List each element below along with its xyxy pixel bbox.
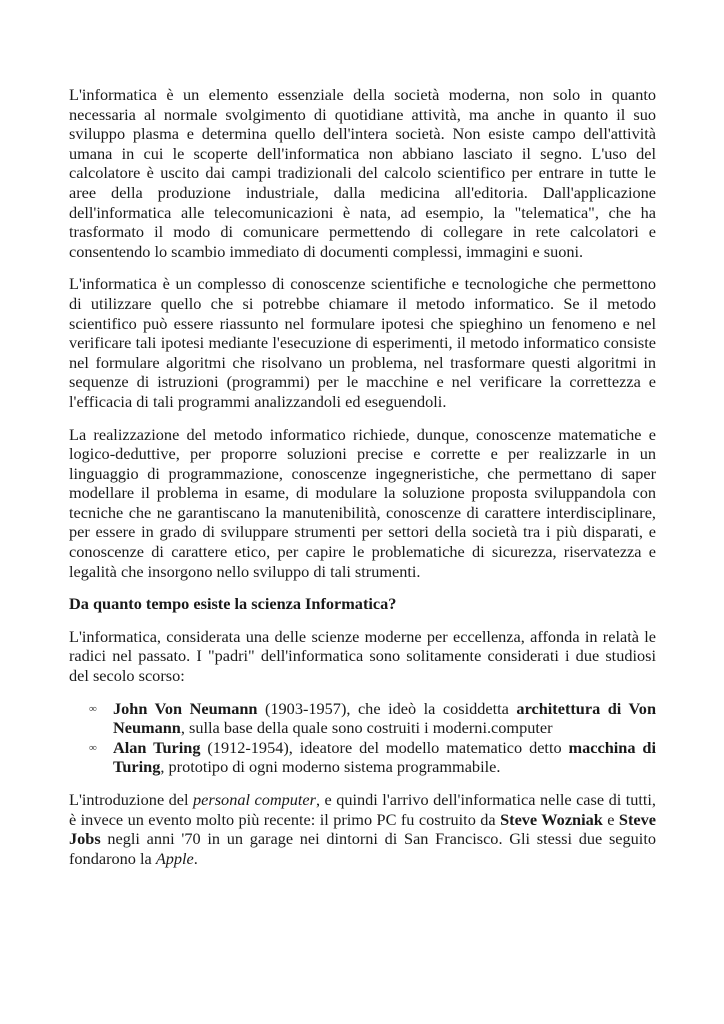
paragraph-intro-2: L'informatica è un complesso di conoscenze scientifiche e tecnologiche che permettono di utilizzare quello che si potrebbe chiamare il metodo informatico. Se il metodo scientifico può essere riassunto nel formulare ipotesi che spieghino un fenomeno e nel verificare tali ipotesi mediante l'esecuzione di esperimenti, il metodo informatico consiste nel formulare algoritmi che risolvano un problema, nel trasformare questi algoritmi in sequenze di istruzioni (programmi) per le macchine e nel verificare la correttezza e l'efficacia di tali programmi analizzandoli ed eseguendoli. xyxy=(69,274,656,411)
text-segment: L'introduzione del xyxy=(69,790,194,809)
person-name: John Von Neumann xyxy=(113,698,258,718)
term-bold: architettura di Von Neumann xyxy=(113,698,656,738)
list-item-text: , sulla base della quale sono costruiti i moderni.computer xyxy=(180,718,553,738)
text-segment: negli anni '70 in un garage nei dintorni di San Francisco. Gli stessi due seguito fondarono la xyxy=(69,829,656,868)
person-name: Alan Turing xyxy=(113,737,201,757)
fathers-list xyxy=(69,699,656,777)
text-segment: . xyxy=(193,848,198,868)
infinity-icon: ∞ xyxy=(89,702,97,715)
list-item-text: (1912-1954), ideatore del modello matematico detto xyxy=(200,737,569,757)
text-segment: , e quindi l'arrivo dell'informatica nelle case di tutti, è invece un evento molto più recente: il primo PC fu costruito da xyxy=(69,790,657,829)
paragraph-intro-1: L'informatica è un elemento essenziale della società moderna, non solo in quanto necessaria al normale svolgimento di quotidiane attività, ma anche in quanto il suo sviluppo plasma e determina quello dell'intera società. Non esiste campo dell'attività umana in cui le scoperte dell'informatica non abbiano lasciato il segno. L'uso del calcolatore è uscito dai campi tradizionali del calcolo scientifico per entrare in tutte le aree della produzione industriale, dalla medicina all'editoria. Dall'applicazione dell'informatica alle telecomunicazioni è nata, ad esempio, la "telematica", che ha trasformato il modo di comunicare permettendo di collegare in rete calcolatori e consentendo lo scambio immediato di documenti complessi, immagini e suoni. xyxy=(69,85,656,261)
person-name: Steve Wozniak xyxy=(500,809,603,829)
list-item xyxy=(89,737,656,777)
term-bold: macchina di Turing xyxy=(113,737,656,777)
text-segment: e xyxy=(602,809,619,829)
section-heading: Da quanto tempo esiste la scienza Informatica? xyxy=(69,594,397,614)
list-item-text: , prototipo di ogni moderno sistema programmabile. xyxy=(160,757,501,777)
list-item xyxy=(89,698,656,738)
list-item-text: (1903-1957), che ideò la cosiddetta xyxy=(257,698,517,718)
italic-term: Apple xyxy=(155,848,194,868)
person-name: Steve Jobs xyxy=(69,809,656,849)
paragraph-intro-3: La realizzazione del metodo informatico richiede, dunque, conoscenze matematiche e logico-deduttive, per proporre soluzioni precise e corrette e per realizzarle in un linguaggio di programmazione, conoscenze ingegneristiche, che permettano di saper modellare il problema in esame, di modulare la soluzione proposta sviluppandola con tecniche che ne garantiscano la manutenibilità, conoscenze di carattere interdisciplinare, per essere in grado di sviluppare strumenti per settori della società tra i più disparati, e conoscenze di carattere etico, per capire le problematiche di sicurezza, riservatezza e legalità che insorgono nello sviluppo di tali strumenti. xyxy=(69,424,656,581)
paragraph-section-intro: L'informatica, considerata una delle scienze moderne per eccellenza, affonda in relatà le radici nel passato. I "padri" dell'informatica sono solitamente considerati i due studiosi del secolo scorso: xyxy=(69,626,656,686)
italic-term: personal computer xyxy=(193,790,316,809)
paragraph-closing xyxy=(69,790,656,868)
document-page xyxy=(69,85,656,881)
infinity-icon: ∞ xyxy=(89,741,97,754)
